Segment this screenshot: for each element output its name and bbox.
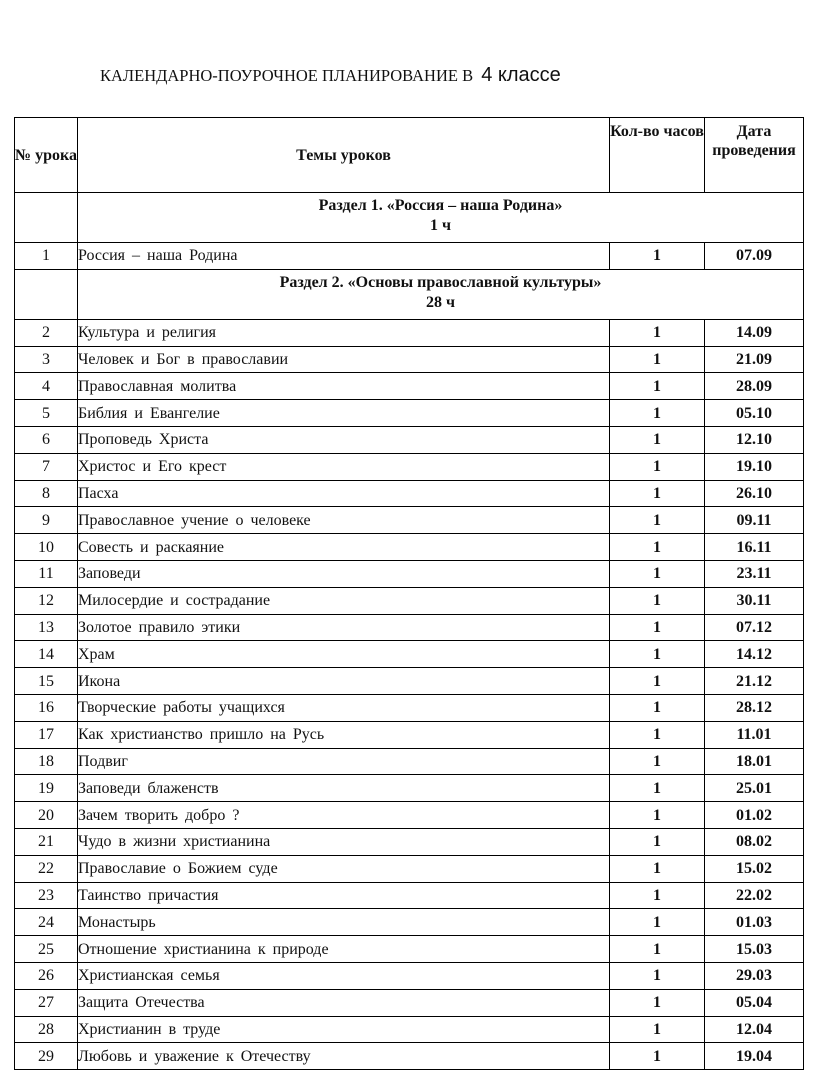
lesson-number: 10 — [15, 534, 78, 561]
header-date: Дата проведения — [705, 118, 804, 193]
lesson-date: 28.12 — [705, 694, 804, 721]
section-1-title: Раздел 1. «Россия – наша Родина» — [318, 197, 563, 214]
lesson-topic: Защита Отечества — [78, 989, 610, 1016]
lesson-number: 11 — [15, 560, 78, 587]
lesson-date: 07.12 — [705, 614, 804, 641]
lesson-date: 07.09 — [705, 243, 804, 270]
lesson-date: 14.12 — [705, 641, 804, 668]
lesson-topic: Отношение христианина к природе — [78, 936, 610, 963]
table-row — [15, 802, 804, 829]
lesson-hours: 1 — [610, 989, 705, 1016]
lesson-number: 25 — [15, 936, 78, 963]
lesson-topic: Культура и религия — [78, 319, 610, 346]
table-row — [15, 1043, 804, 1070]
lesson-date: 21.12 — [705, 668, 804, 695]
table-row — [15, 453, 804, 480]
lesson-number: 5 — [15, 400, 78, 427]
lesson-topic: Совесть и раскаяние — [78, 534, 610, 561]
lesson-hours: 1 — [610, 560, 705, 587]
table-row — [15, 243, 804, 270]
table-row — [15, 400, 804, 427]
lesson-plan-table — [14, 117, 804, 1070]
lesson-topic: Милосердие и сострадание — [78, 587, 610, 614]
lesson-number: 22 — [15, 855, 78, 882]
lesson-date: 08.02 — [705, 828, 804, 855]
lesson-number: 13 — [15, 614, 78, 641]
lesson-number: 26 — [15, 962, 78, 989]
lesson-hours: 1 — [610, 936, 705, 963]
lesson-topic: Храм — [78, 641, 610, 668]
header-topic: Темы уроков — [78, 118, 610, 193]
lesson-date: 25.01 — [705, 775, 804, 802]
lesson-date: 28.09 — [705, 373, 804, 400]
section-2-hours: 28 ч — [425, 293, 456, 311]
lesson-number: 21 — [15, 828, 78, 855]
lesson-hours: 1 — [610, 1016, 705, 1043]
lesson-hours: 1 — [610, 587, 705, 614]
lesson-hours: 1 — [610, 346, 705, 373]
page-title — [100, 64, 561, 87]
lesson-number: 4 — [15, 373, 78, 400]
table-row — [15, 962, 804, 989]
lesson-number: 7 — [15, 453, 78, 480]
section-row — [15, 193, 804, 243]
lesson-topic: Любовь и уважение к Отечеству — [78, 1043, 610, 1070]
lesson-topic: Подвиг — [78, 748, 610, 775]
page-title-main: КАЛЕНДАРНО-ПОУРОЧНОЕ ПЛАНИРОВАНИЕ В — [100, 66, 474, 85]
lesson-number: 24 — [15, 909, 78, 936]
lesson-date: 26.10 — [705, 480, 804, 507]
lesson-date: 01.03 — [705, 909, 804, 936]
table-row — [15, 1016, 804, 1043]
lesson-hours: 1 — [610, 721, 705, 748]
lesson-topic: Россия – наша Родина — [78, 243, 610, 270]
table-row — [15, 694, 804, 721]
lesson-date: 22.02 — [705, 882, 804, 909]
table-row — [15, 855, 804, 882]
lesson-topic: Православное учение о человеке — [78, 507, 610, 534]
lesson-hours: 1 — [610, 962, 705, 989]
lesson-hours: 1 — [610, 641, 705, 668]
lesson-topic: Золотое правило этики — [78, 614, 610, 641]
lesson-date: 18.01 — [705, 748, 804, 775]
lesson-number: 14 — [15, 641, 78, 668]
table-header-row — [15, 118, 804, 193]
lesson-topic: Икона — [78, 668, 610, 695]
lesson-hours: 1 — [610, 507, 705, 534]
lesson-hours: 1 — [610, 534, 705, 561]
page-title-class: 4 классе — [481, 64, 561, 86]
table-row — [15, 373, 804, 400]
lesson-hours: 1 — [610, 453, 705, 480]
lesson-date: 23.11 — [705, 560, 804, 587]
lesson-hours: 1 — [610, 882, 705, 909]
lesson-date: 05.04 — [705, 989, 804, 1016]
section-row — [15, 269, 804, 319]
section-empty-cell — [15, 193, 78, 243]
lesson-number: 16 — [15, 694, 78, 721]
lesson-number: 23 — [15, 882, 78, 909]
lesson-number: 8 — [15, 480, 78, 507]
lesson-topic: Библия и Евангелие — [78, 400, 610, 427]
lesson-hours: 1 — [610, 694, 705, 721]
table-row — [15, 614, 804, 641]
table-row — [15, 775, 804, 802]
lesson-hours: 1 — [610, 802, 705, 829]
lesson-hours: 1 — [610, 775, 705, 802]
lesson-topic: Христос и Его крест — [78, 453, 610, 480]
lesson-hours: 1 — [610, 668, 705, 695]
lesson-hours: 1 — [610, 909, 705, 936]
table-row — [15, 587, 804, 614]
lesson-date: 11.01 — [705, 721, 804, 748]
lesson-topic: Проповедь Христа — [78, 426, 610, 453]
lesson-hours: 1 — [610, 243, 705, 270]
lesson-date: 15.02 — [705, 855, 804, 882]
table-row — [15, 748, 804, 775]
section-empty-cell — [15, 269, 78, 319]
lesson-topic: Чудо в жизни христианина — [78, 828, 610, 855]
table-row — [15, 346, 804, 373]
lesson-topic: Как христианство пришло на Русь — [78, 721, 610, 748]
lesson-number: 19 — [15, 775, 78, 802]
lesson-hours: 1 — [610, 614, 705, 641]
lesson-topic: Таинство причастия — [78, 882, 610, 909]
lesson-hours: 1 — [610, 855, 705, 882]
header-hours: Кол-во часов — [610, 118, 705, 193]
lesson-date: 09.11 — [705, 507, 804, 534]
table-row — [15, 909, 804, 936]
lesson-topic: Православная молитва — [78, 373, 610, 400]
lesson-number: 17 — [15, 721, 78, 748]
table-row — [15, 641, 804, 668]
lesson-topic: Зачем творить добро ? — [78, 802, 610, 829]
table-row — [15, 426, 804, 453]
table-row — [15, 989, 804, 1016]
lesson-number: 20 — [15, 802, 78, 829]
lesson-topic: Пасха — [78, 480, 610, 507]
table-row — [15, 560, 804, 587]
lesson-date: 29.03 — [705, 962, 804, 989]
section-2-heading — [78, 269, 804, 319]
lesson-hours: 1 — [610, 1043, 705, 1070]
lesson-number: 29 — [15, 1043, 78, 1070]
table-row — [15, 480, 804, 507]
table-row — [15, 534, 804, 561]
table-row — [15, 936, 804, 963]
lesson-number: 15 — [15, 668, 78, 695]
lesson-hours: 1 — [610, 400, 705, 427]
lesson-hours: 1 — [610, 426, 705, 453]
lesson-hours: 1 — [610, 828, 705, 855]
table-row — [15, 828, 804, 855]
section-1-hours: 1 ч — [429, 217, 452, 234]
lesson-topic: Заповеди блаженств — [78, 775, 610, 802]
lesson-topic: Человек и Бог в православии — [78, 346, 610, 373]
lesson-number: 12 — [15, 587, 78, 614]
table-row — [15, 507, 804, 534]
lesson-date: 19.04 — [705, 1043, 804, 1070]
lesson-date: 12.04 — [705, 1016, 804, 1043]
lesson-date: 14.09 — [705, 319, 804, 346]
lesson-number: 28 — [15, 1016, 78, 1043]
lesson-hours: 1 — [610, 748, 705, 775]
table-row — [15, 668, 804, 695]
lesson-topic: Творческие работы учащихся — [78, 694, 610, 721]
lesson-hours: 1 — [610, 373, 705, 400]
lesson-number: 18 — [15, 748, 78, 775]
lesson-number: 6 — [15, 426, 78, 453]
lesson-topic: Православие о Божием суде — [78, 855, 610, 882]
lesson-number: 9 — [15, 507, 78, 534]
lesson-topic: Заповеди — [78, 560, 610, 587]
table-row — [15, 319, 804, 346]
lesson-date: 05.10 — [705, 400, 804, 427]
lesson-date: 16.11 — [705, 534, 804, 561]
lesson-date: 12.10 — [705, 426, 804, 453]
lesson-date: 21.09 — [705, 346, 804, 373]
lesson-date: 15.03 — [705, 936, 804, 963]
table-row — [15, 882, 804, 909]
lesson-topic: Христианская семья — [78, 962, 610, 989]
lesson-date: 01.02 — [705, 802, 804, 829]
table-row — [15, 721, 804, 748]
lesson-date: 19.10 — [705, 453, 804, 480]
lesson-number: 2 — [15, 319, 78, 346]
header-lesson-number: № урока — [15, 118, 78, 193]
lesson-hours: 1 — [610, 319, 705, 346]
lesson-date: 30.11 — [705, 587, 804, 614]
lesson-number: 3 — [15, 346, 78, 373]
lesson-topic: Монастырь — [78, 909, 610, 936]
lesson-topic: Христианин в труде — [78, 1016, 610, 1043]
lesson-number: 1 — [15, 243, 78, 270]
lesson-hours: 1 — [610, 480, 705, 507]
lesson-number: 27 — [15, 989, 78, 1016]
section-1-heading — [78, 193, 804, 243]
section-2-title: Раздел 2. «Основы православной культуры» — [279, 273, 602, 291]
